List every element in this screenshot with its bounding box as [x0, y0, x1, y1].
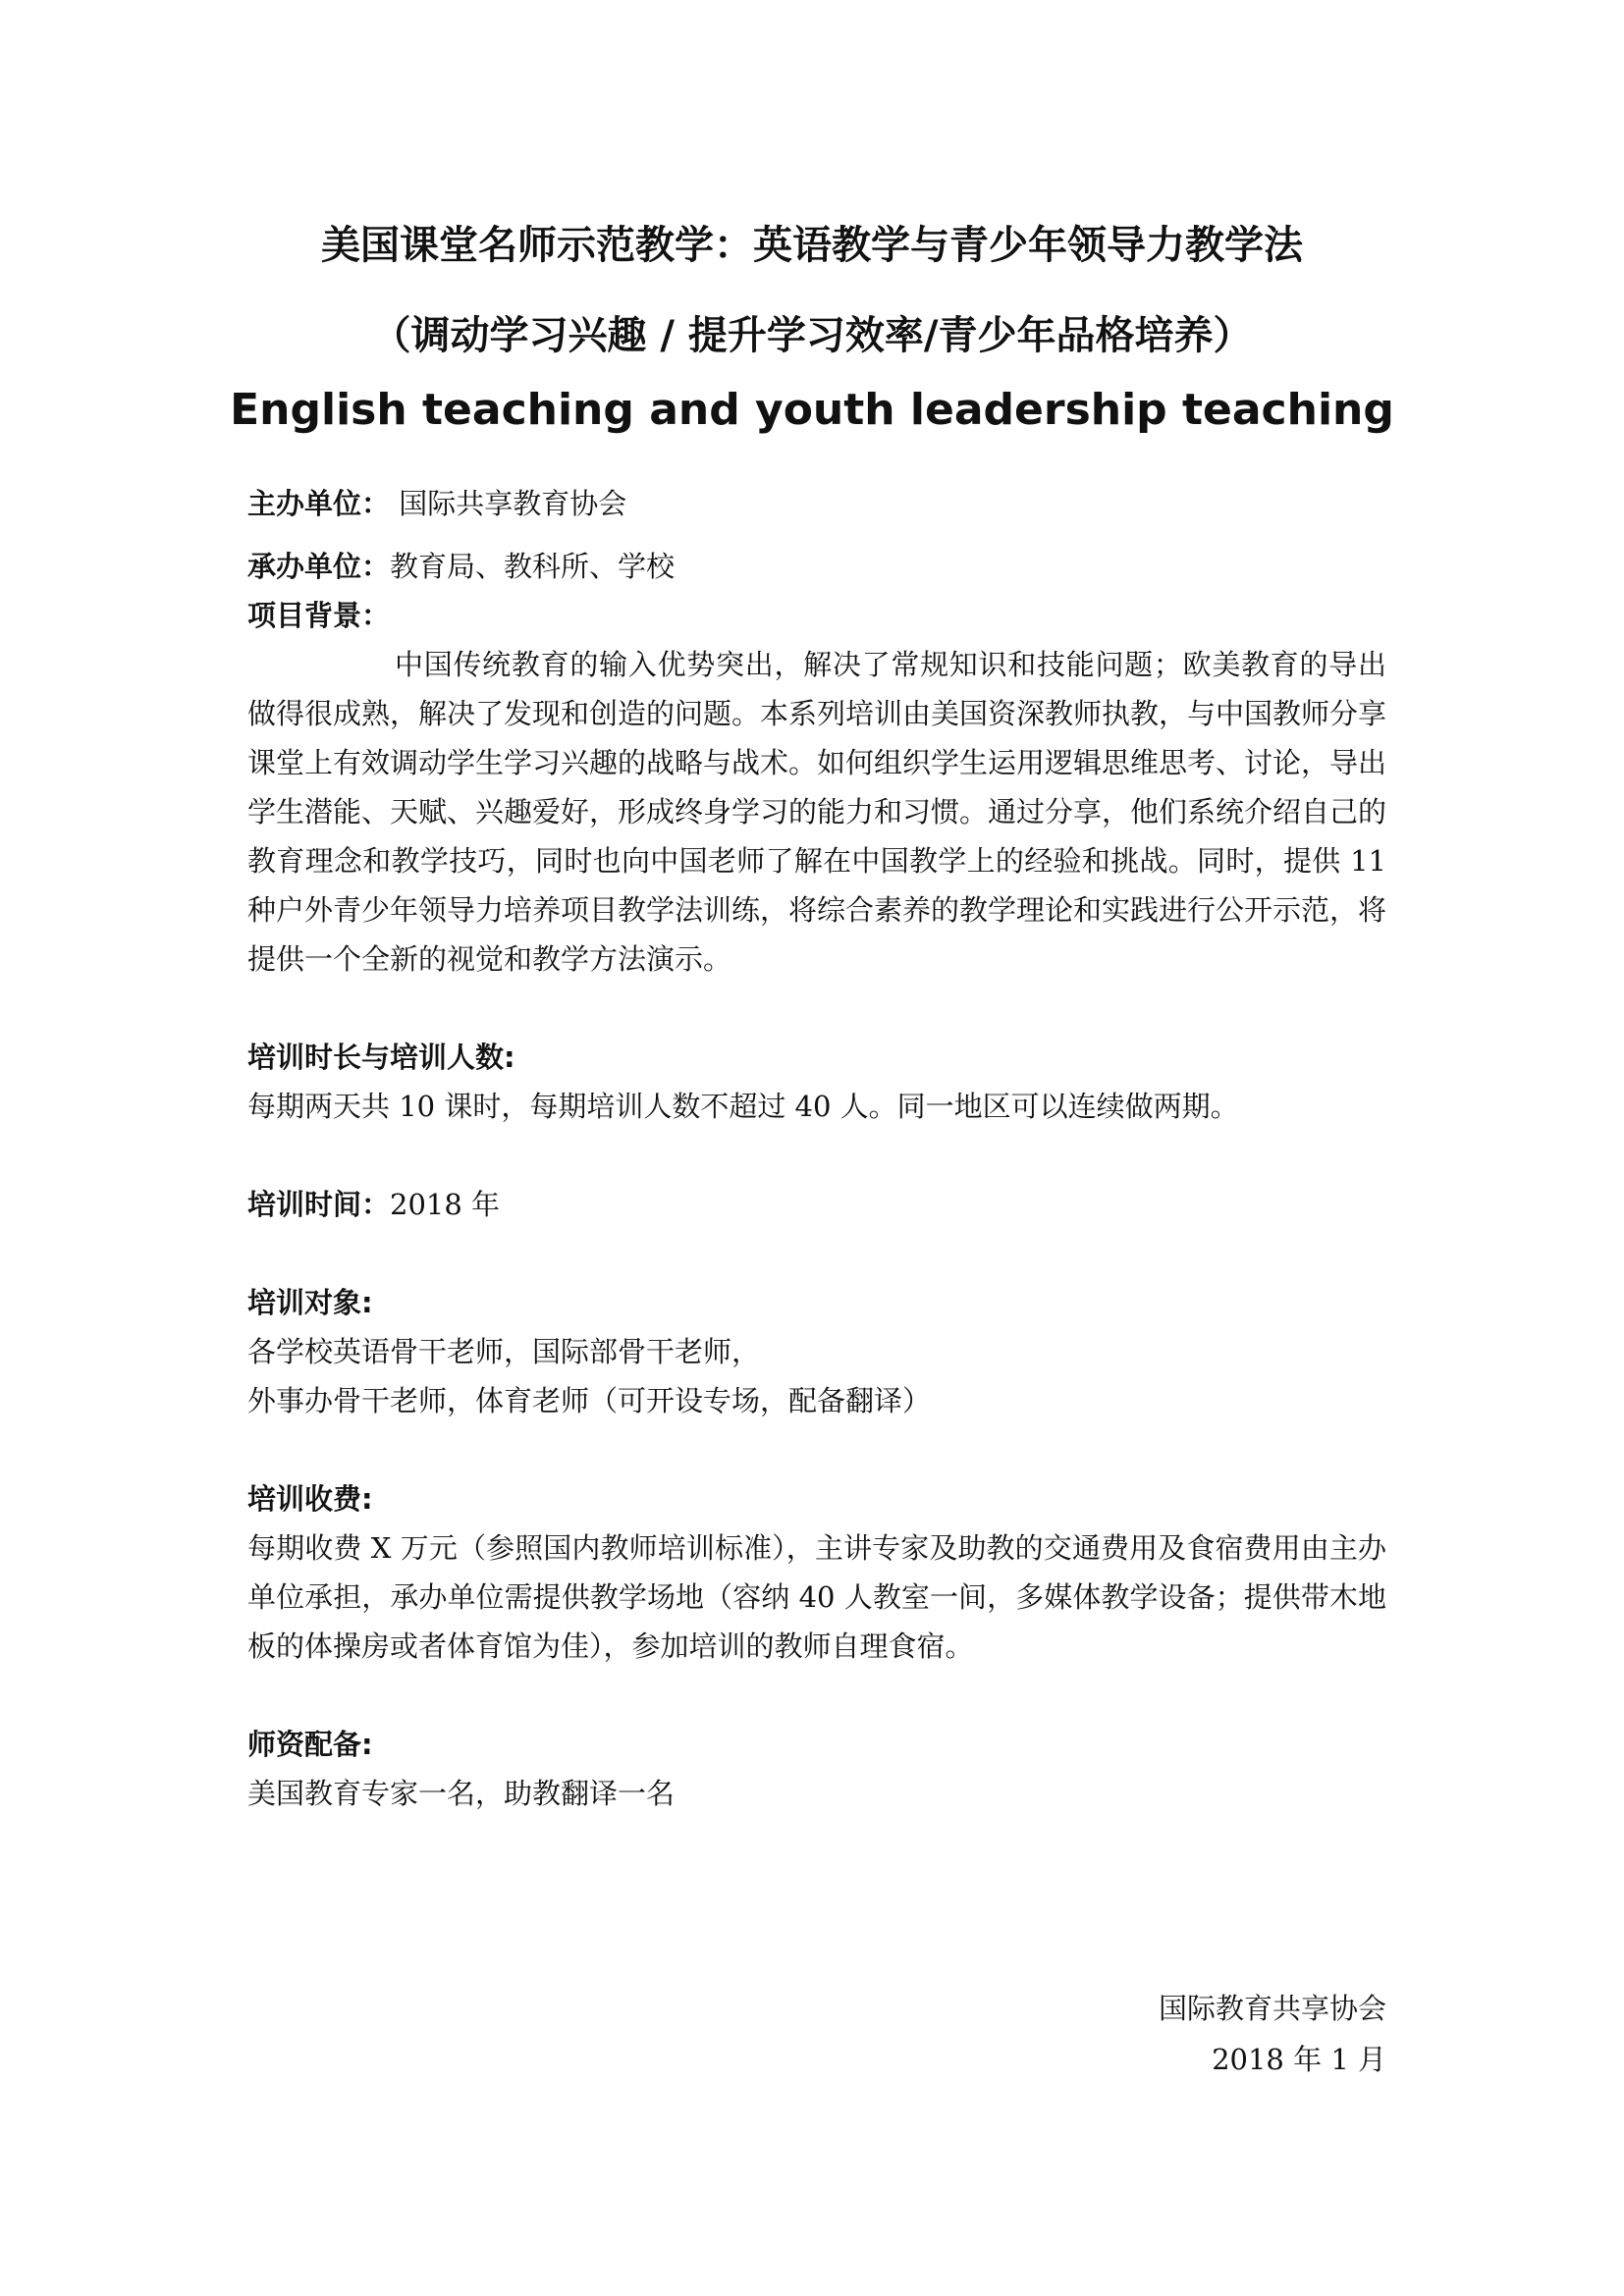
duration-label: 培训时长与培训人数:	[247, 1041, 515, 1074]
document-body	[247, 479, 1386, 1818]
title-line-2: （调动学习兴趣 / 提升学习效率/青少年品格培养）	[371, 313, 1253, 358]
staff-text: 美国教育专家一名，助教翻译一名	[247, 1777, 676, 1810]
audience-line-2: 外事办骨干老师，体育老师（可开设专场，配备翻译）	[247, 1384, 932, 1417]
audience-label: 培训对象:	[247, 1286, 373, 1319]
time-label: 培训时间：	[247, 1188, 391, 1221]
title-line-1: 美国课堂名师示范教学：英语教学与青少年领导力教学法	[321, 223, 1303, 268]
co-organizer-row	[247, 542, 1386, 591]
organizer-label: 主办单位：	[247, 487, 391, 520]
organizer-row	[247, 479, 1386, 528]
audience-line-1: 各学校英语骨干老师，国际部骨干老师，	[247, 1335, 761, 1368]
title-line-3: English teaching and youth leadership teaching	[230, 385, 1394, 435]
organizer-value: 国际共享教育协会	[390, 487, 627, 520]
time-row	[247, 1180, 1386, 1229]
background-label: 项目背景：	[247, 599, 391, 632]
co-organizer-label: 承办单位：	[247, 550, 391, 583]
signature-block	[1159, 1983, 1386, 2085]
duration-text: 每期两天共 10 课时，每期培训人数不超过 40 人。同一地区可以连续做两期。	[247, 1090, 1239, 1123]
staff-label: 师资配备:	[247, 1728, 373, 1761]
co-organizer-value: 教育局、教科所、学校	[390, 550, 676, 583]
signature-date: 2018 年 1 月	[1212, 2043, 1386, 2076]
signature-org: 国际教育共享协会	[1158, 1992, 1386, 2025]
fee-label: 培训收费:	[247, 1482, 373, 1516]
background-text: 中国传统教育的输入优势突出，解决了常规知识和技能问题；欧美教育的导出做得很成熟，解决了发现和创造的问题。本系列培训由美国资深教师执教，与中国教师分享课堂上有效调动学生学习兴趣的战略与战术。如何组织学生运用逻辑思维思考、讨论，导出学生潜能、天赋、兴趣爱好，形成终身学习的能力和习惯。通过分享，他们系统介绍自己的教育理念和教学技巧，同时也向中国老师了解在中国教学上的经验和挑战。同时，提供 11 种户外青少年领导力培养项目教学法训练，将综合素养的教学理论和实践进行公开示范，将提供一个全新的视觉和教学方法演示。	[247, 648, 1387, 976]
fee-text: 每期收费 X 万元（参照国内教师培训标准），主讲专家及助教的交通费用及食宿费用由主办单位承担，承办单位需提供教学场地（容纳 40 人教室一间，多媒体教学设备；提供带木地板的体操房或者体育馆为佳），参加培训的教师自理食宿。	[247, 1531, 1386, 1663]
time-value: 2018 年	[390, 1188, 501, 1221]
